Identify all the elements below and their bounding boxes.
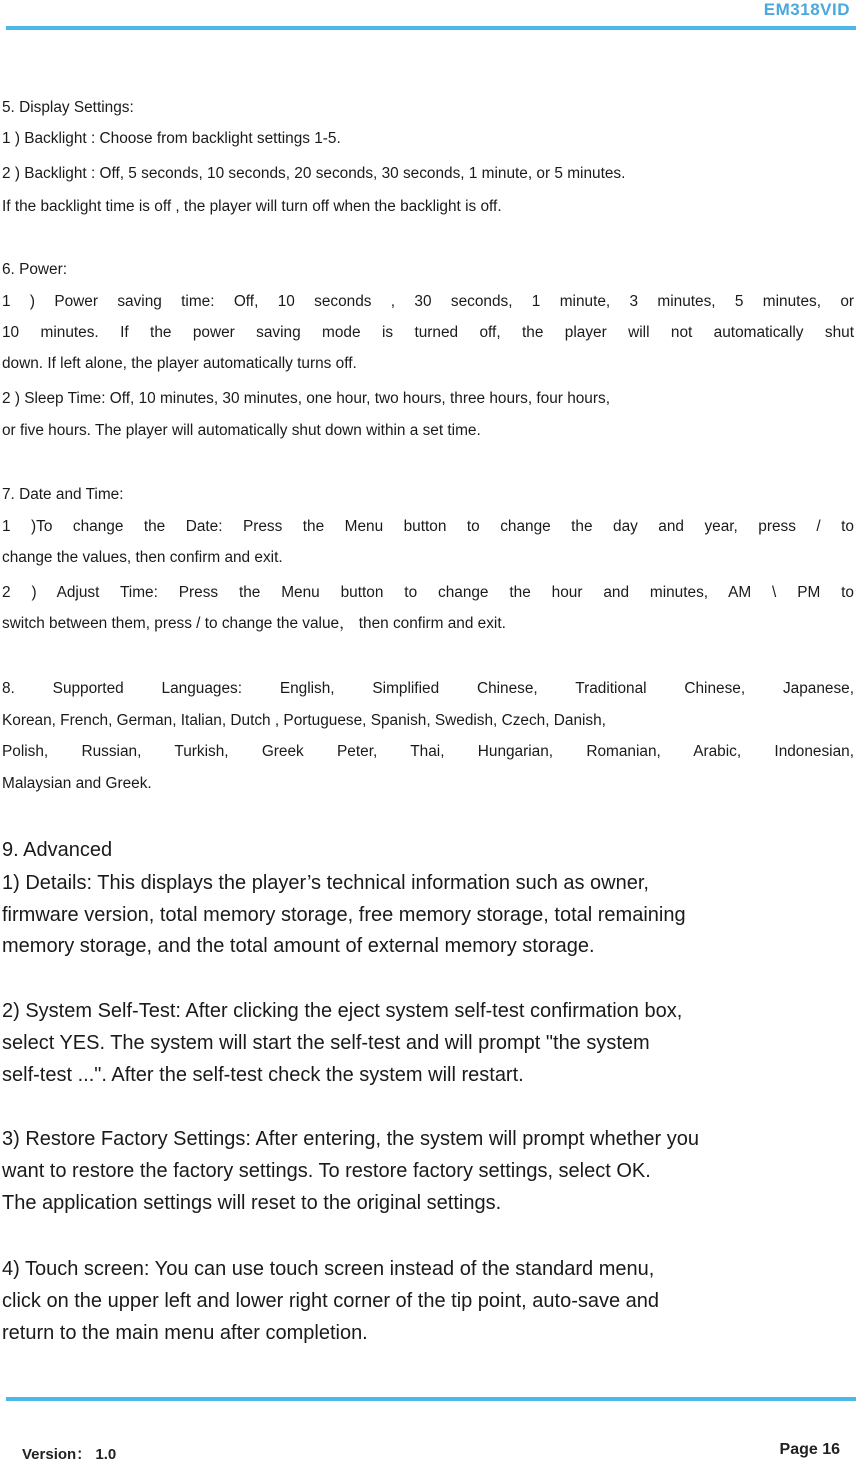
text-line: Korean, French, German, Italian, Dutch , Portuguese, Spanish, Swedish, Czech, Danish, <box>2 712 606 729</box>
text-line: 2 ) Adjust Time: Press the Menu button to change the hour and minutes, AM \ PM to <box>2 584 854 601</box>
text-line: 1 ) Backlight : Choose from backlight settings 1-5. <box>2 130 341 147</box>
text-line: or five hours. The player will automatically shut down within a set time. <box>2 422 481 439</box>
section-heading-power: 6. Power: <box>2 261 68 278</box>
text-line: select YES. The system will start the self-test and will prompt "the system <box>2 1032 650 1054</box>
text-line: firmware version, total memory storage, free memory storage, total remaining <box>2 904 686 926</box>
text-line: click on the upper left and lower right corner of the tip point, auto-save and <box>2 1290 660 1312</box>
text-line: 10 minutes. If the power saving mode is turned off, the player will not automatically shut <box>2 324 854 341</box>
section-heading-languages: 8. Supported Languages: English, Simplified Chinese, Traditional Chinese, Japanese, <box>2 680 854 697</box>
section-heading-advanced: 9. Advanced <box>2 839 113 861</box>
text-line: 1) Details: This displays the player’s technical information such as owner, <box>2 872 649 894</box>
text-line: The application settings will reset to the original settings. <box>2 1192 502 1214</box>
version-label: Version： 1.0 <box>22 1446 117 1463</box>
text-line: memory storage, and the total amount of external memory storage. <box>2 935 595 957</box>
text-line: 2 ) Sleep Time: Off, 10 minutes, 30 minutes, one hour, two hours, three hours, four hours, <box>2 390 610 407</box>
text-line: 4) Touch screen: You can use touch screen instead of the standard menu, <box>2 1258 655 1280</box>
page-number: Page 16 <box>779 1441 840 1458</box>
text-line: 3) Restore Factory Settings: After entering, the system will prompt whether you <box>2 1128 699 1150</box>
text-line: 1 ) Power saving time: Off, 10 seconds , 30 seconds, 1 minute, 3 minutes, 5 minutes, or <box>2 293 854 310</box>
text-line: 1 )To change the Date: Press the Menu button to change the day and year, press / to <box>2 518 854 535</box>
text-line: change the values, then confirm and exit. <box>2 549 283 566</box>
document-model-header: EM318VID <box>763 0 850 19</box>
text-line: want to restore the factory settings. To restore factory settings, select OK. <box>2 1160 651 1182</box>
text-line: return to the main menu after completion. <box>2 1322 368 1344</box>
text-line: 2 ) Backlight : Off, 5 seconds, 10 seconds, 20 seconds, 30 seconds, 1 minute, or 5 minutes. <box>2 165 626 182</box>
text-line: switch between them, press / to change the value， then confirm and exit. <box>2 615 506 632</box>
text-line: self-test ...". After the self-test check the system will restart. <box>2 1064 524 1086</box>
text-line: If the backlight time is off , the player will turn off when the backlight is off. <box>2 198 502 215</box>
text-line: Malaysian and Greek. <box>2 775 152 792</box>
text-line: down. If left alone, the player automatically turns off. <box>2 355 357 372</box>
header-divider <box>6 26 856 30</box>
footer-divider <box>6 1397 856 1401</box>
section-heading-display-settings: 5. Display Settings: <box>2 99 134 116</box>
text-line: 2) System Self-Test: After clicking the eject system self-test confirmation box, <box>2 1000 683 1022</box>
text-line: Polish, Russian, Turkish, Greek Peter, Thai, Hungarian, Romanian, Arabic, Indonesian, <box>2 743 854 760</box>
section-heading-date-time: 7. Date and Time: <box>2 486 124 503</box>
